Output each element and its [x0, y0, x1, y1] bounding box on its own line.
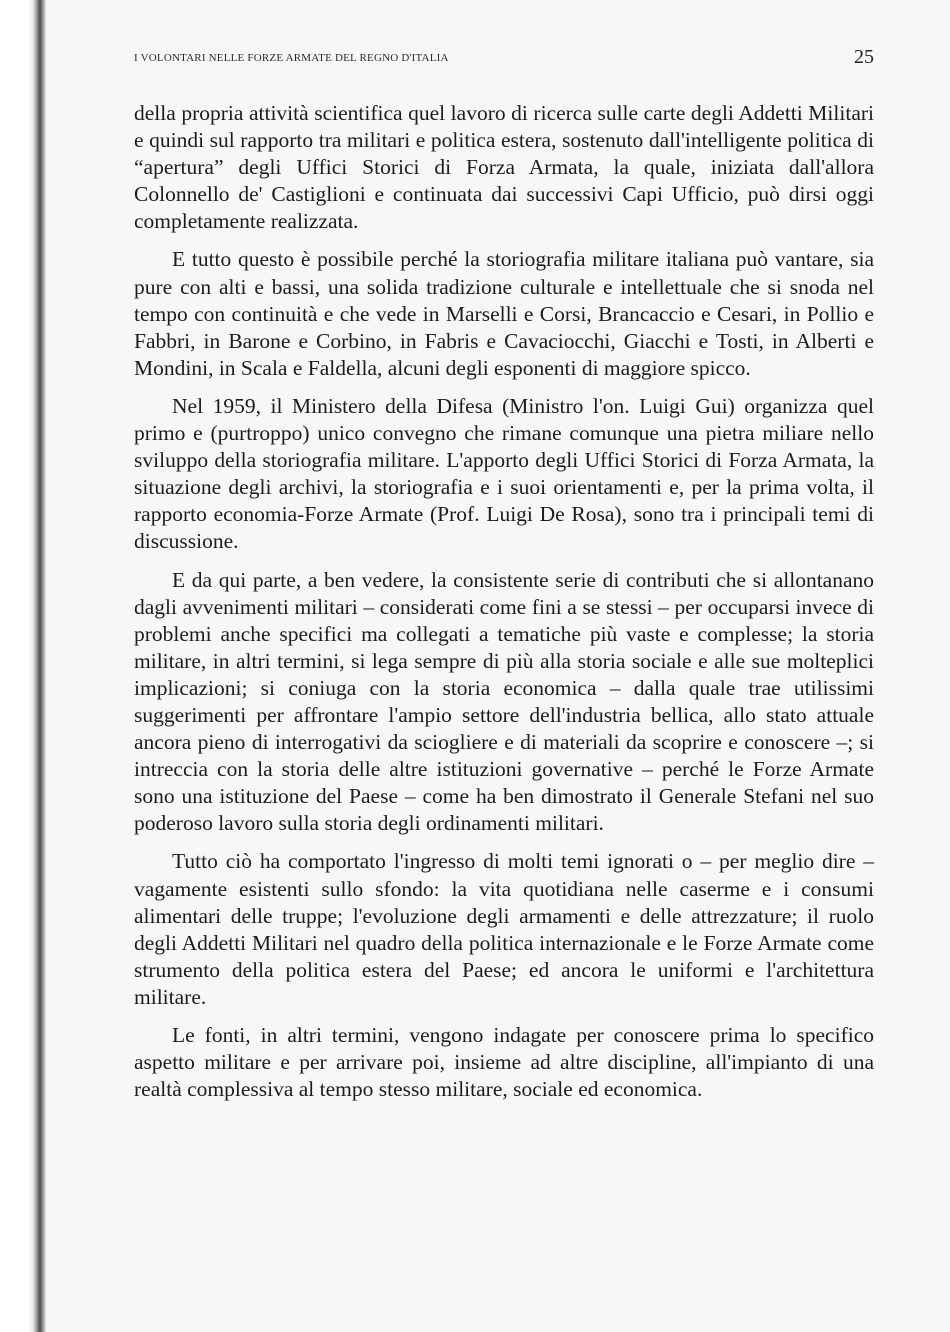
running-title: I VOLONTARI NELLE FORZE ARMATE DEL REGNO D'ITALIA: [134, 52, 449, 64]
paragraph-6: Le fonti, in altri termini, vengono indagate per conoscere prima lo specifico aspetto militare e per arrivare poi, insieme ad altre discipline, all'impianto di una realtà complessiva al tempo stesso militare, sociale ed economica.: [134, 1023, 874, 1102]
body-text: [134, 100, 874, 1114]
book-gutter-shadow: [0, 0, 46, 1332]
paragraph-2: E tutto questo è possibile perché la storiografia militare italiana può vantare, sia pure con alti e bassi, una solida tradizione culturale e intellettuale che si snoda nel tempo con continuità e che vede in Marselli e Corsi, Brancaccio e Cesari, in Pollio e Fabbri, in Barone e Corbino, in Fabris e Cavaciocchi, Giacchi e Tosti, in Alberti e Mondini, in Scala e Faldella, alcuni degli esponenti di maggiore spicco.: [134, 247, 874, 380]
paragraph-1: della propria attività scientifica quel lavoro di ricerca sulle carte degli Addetti Militari e quindi sul rapporto tra militari e politica estera, sostenuto dall'intelligente politica di “apertura” degli Uffici Storici di Forza Armata, la quale, iniziata dall'allora Colonnello de' Castiglioni e continuata dai successivi Capi Ufficio, può dirsi oggi completamente realizzata.: [134, 101, 874, 234]
page-number: 25: [854, 46, 874, 68]
paragraph-4: E da qui parte, a ben vedere, la consistente serie di contributi che si allontanano dagli avvenimenti militari – considerati come fini a se stessi – per occuparsi invece di problemi anche specifici ma collegati a tematiche più vaste e complesse; la storia militare, in altri termini, si lega sempre di più alla storia sociale e alle sue molteplici implicazioni; si coniuga con la storia economica – dalla quale trae utilissimi suggerimenti per affrontare l'ampio settore dell'industria bellica, allo stato attuale ancora pieno di interrogativi da sciogliere e di materiali da scoprire e conoscere –; si intreccia con la storia delle altre istituzioni governative – perché le Forze Armate sono una istituzione del Paese – come ha ben dimostrato il Generale Stefani nel suo poderoso lavoro sulla storia degli ordinamenti militari.: [134, 567, 874, 836]
paragraph-3: Nel 1959, il Ministero della Difesa (Ministro l'on. Luigi Gui) organizza quel primo e (purtroppo) unico convegno che rimane comunque una pietra miliare nello sviluppo della storiografia militare. L'apporto degli Uffici Storici di Forza Armata, la situazione degli archivi, la storiografia e i suoi orientamenti e, per la prima volta, il rapporto economia-Forze Armate (Prof. Luigi De Rosa), sono tra i principali temi di discussione.: [134, 393, 874, 554]
running-head: [134, 46, 874, 72]
paragraph-5: Tutto ciò ha comportato l'ingresso di molti temi ignorati o – per meglio dire – vagamente esistenti sullo sfondo: la vita quotidiana nelle caserme e i consumi alimentari delle truppe; l'evoluzione degli armamenti e delle attrezzature; il ruolo degli Addetti Militari nel quadro della politica internazionale e le Forze Armate come strumento della politica estera del Paese; ed ancora le uniformi e l'architettura militare.: [134, 849, 874, 1009]
